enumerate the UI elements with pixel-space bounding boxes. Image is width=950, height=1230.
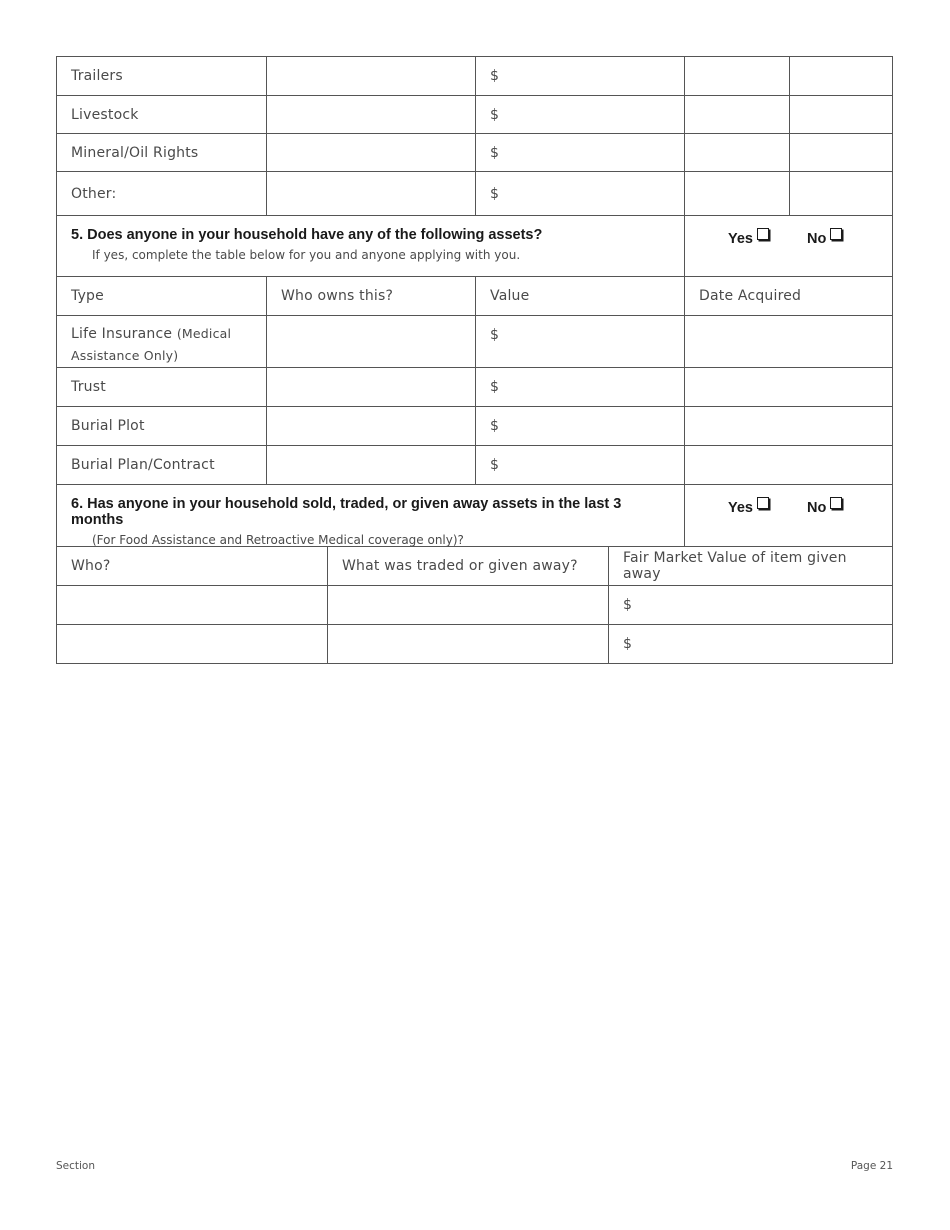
- asset-date-field[interactable]: [685, 407, 892, 445]
- table-row: [57, 57, 892, 96]
- life-insurance-owner-field[interactable]: [267, 316, 476, 367]
- asset-type-cell: Trust: [57, 368, 267, 406]
- asset-value-field[interactable]: $: [476, 96, 685, 133]
- table-row: [57, 586, 892, 625]
- life-insurance-value-field[interactable]: $: [476, 316, 685, 367]
- asset-extra-field-2[interactable]: [790, 57, 892, 95]
- table-row: [57, 96, 892, 134]
- asset-value-field[interactable]: $: [476, 134, 685, 171]
- transfer-item-field[interactable]: [328, 625, 609, 663]
- asset-type-cell: Burial Plot: [57, 407, 267, 445]
- asset-extra-field-2[interactable]: [790, 134, 892, 171]
- asset-type-cell: Mineral/Oil Rights: [57, 134, 267, 171]
- question-6-yes-option[interactable]: Yes: [728, 497, 769, 546]
- question-6-title: 6. Has anyone in your household sold, traded, or given away assets in the last 3 months: [71, 496, 622, 528]
- column-header-date-acquired: Date Acquired: [699, 288, 802, 304]
- table-row: [57, 172, 892, 216]
- footer-section-label: Section: [56, 1160, 96, 1172]
- asset-type-cell: Trailers: [57, 57, 267, 95]
- asset-owner-field[interactable]: [267, 57, 476, 95]
- assets-form-grid: [56, 56, 893, 664]
- transfer-who-field[interactable]: [57, 625, 328, 663]
- question-6-subtitle: (For Food Assistance and Retroactive Medical coverage only)?: [92, 533, 464, 547]
- asset-type-cell: Burial Plan/Contract: [57, 446, 267, 484]
- table-header-row: [57, 277, 892, 316]
- yes-checkbox-icon[interactable]: [757, 228, 769, 240]
- asset-value-field[interactable]: $: [476, 368, 685, 406]
- asset-extra-field-1[interactable]: [685, 96, 790, 133]
- question-6-no-option[interactable]: No: [807, 497, 842, 546]
- table-row: [57, 625, 892, 663]
- question-5-title: 5. Does anyone in your household have any of the following assets?: [71, 227, 543, 243]
- asset-date-field[interactable]: [685, 368, 892, 406]
- question-5-subtitle: If yes, complete the table below for you and anyone applying with you.: [92, 248, 521, 262]
- asset-owner-field[interactable]: [267, 96, 476, 133]
- life-insurance-date-field[interactable]: [685, 316, 892, 367]
- table-header-row: [57, 547, 892, 586]
- asset-extra-field-1[interactable]: [685, 134, 790, 171]
- life-insurance-cell: Life Insurance (Medical Assistance Only): [57, 316, 267, 367]
- question-5-yes-option[interactable]: Yes: [728, 228, 769, 276]
- table-row: [57, 407, 892, 446]
- question-6-options: [685, 485, 892, 546]
- column-header-owner: Who owns this?: [267, 277, 476, 315]
- asset-date-field[interactable]: [685, 446, 892, 484]
- question-6-text: [57, 485, 685, 546]
- asset-value-field[interactable]: $: [476, 57, 685, 95]
- asset-value-field[interactable]: $: [476, 407, 685, 445]
- asset-extra-field-1[interactable]: [685, 57, 790, 95]
- asset-extra-field-1[interactable]: [685, 172, 790, 215]
- no-checkbox-icon[interactable]: [830, 497, 842, 509]
- asset-type-cell: Other:: [57, 172, 267, 215]
- footer-page-number: Page 21: [850, 1160, 893, 1172]
- column-header-who: Who?: [57, 547, 328, 585]
- question-5: [57, 216, 892, 277]
- asset-extra-field-2[interactable]: [790, 172, 892, 215]
- question-5-no-option[interactable]: No: [807, 228, 842, 276]
- column-header-traded: What was traded or given away?: [328, 547, 609, 585]
- question-5-text: [57, 216, 685, 276]
- table-row: [57, 368, 892, 407]
- table-row: [57, 134, 892, 172]
- asset-owner-field[interactable]: [267, 407, 476, 445]
- transfer-value-field[interactable]: $: [623, 597, 633, 613]
- asset-owner-field[interactable]: [267, 134, 476, 171]
- column-header-fair-market-value: Fair Market Value of item given away: [623, 550, 847, 582]
- transfer-value-field[interactable]: $: [623, 636, 633, 652]
- question-5-options: [685, 216, 892, 276]
- transfer-item-field[interactable]: [328, 586, 609, 624]
- asset-owner-field[interactable]: [267, 368, 476, 406]
- no-checkbox-icon[interactable]: [830, 228, 842, 240]
- column-header-value: Value: [476, 277, 685, 315]
- transfer-who-field[interactable]: [57, 586, 328, 624]
- question-6: [57, 485, 892, 547]
- column-header-type: Type: [57, 277, 267, 315]
- table-row: [57, 446, 892, 485]
- asset-owner-field[interactable]: [267, 446, 476, 484]
- asset-extra-field-2[interactable]: [790, 96, 892, 133]
- yes-checkbox-icon[interactable]: [757, 497, 769, 509]
- asset-value-field[interactable]: $: [476, 446, 685, 484]
- asset-value-field[interactable]: $: [476, 172, 685, 215]
- asset-owner-field[interactable]: [267, 172, 476, 215]
- asset-type-cell: Livestock: [57, 96, 267, 133]
- table-row: [57, 316, 892, 368]
